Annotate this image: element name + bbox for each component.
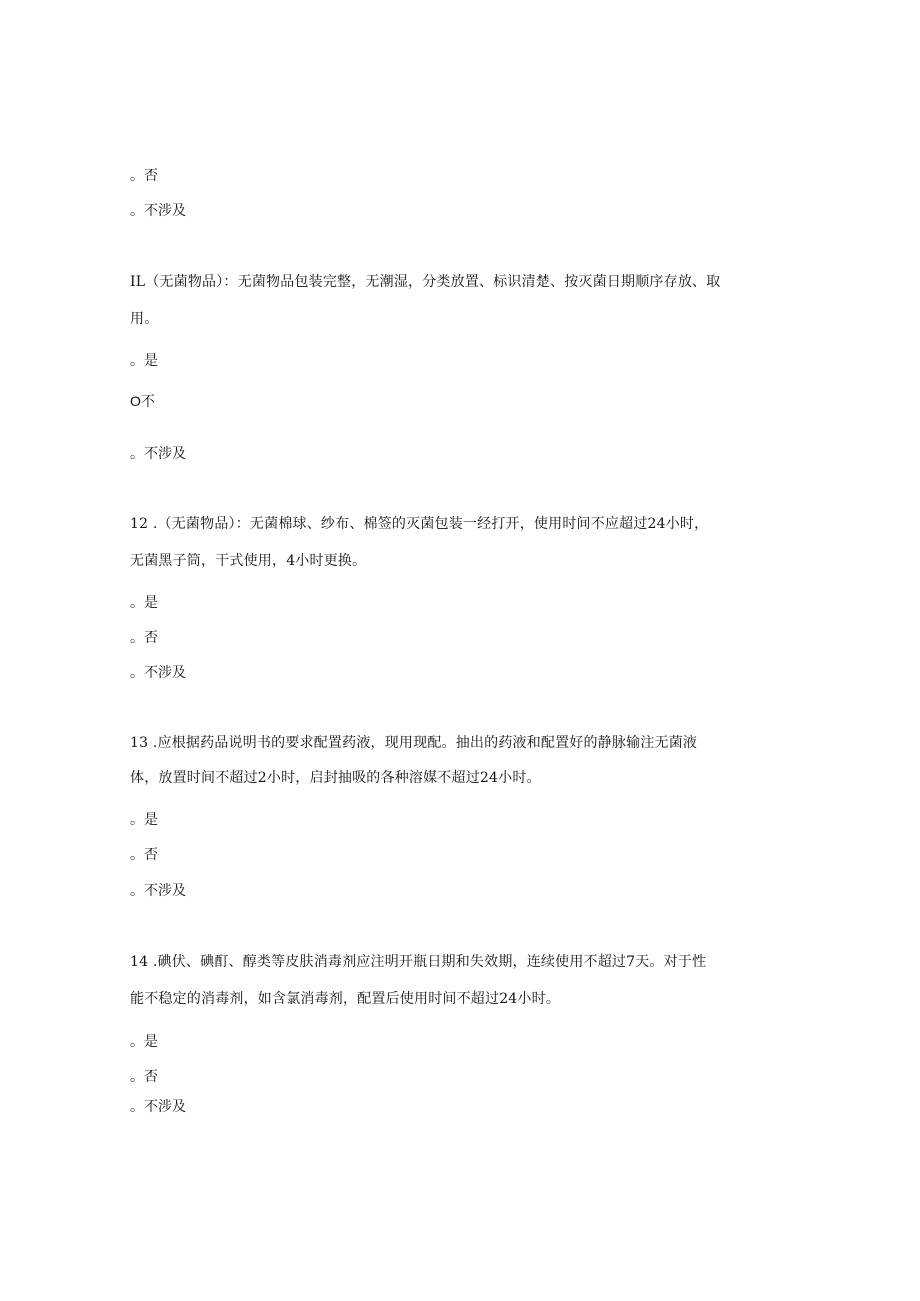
question-14-text-line-2: 能不稳定的消毒剂，如含氯消毒剂，配置后使用时间不超过24小时。 — [130, 991, 561, 1007]
question-13-option-yes[interactable]: 。是 — [130, 812, 158, 828]
question-11-option-no[interactable]: O不 — [130, 393, 155, 409]
question-13-text-line-2: 体，放置时间不超过2小时，启封抽吸的各种溶媒不超过24小时。 — [130, 770, 541, 786]
question-11-option-not-applicable[interactable]: 。不涉及 — [130, 446, 186, 462]
question-14-text-line-1: 14 .碘伏、碘酊、醇类等皮肤消毒剂应注明开瓶日期和失效期，连续使用不超过7天。对于性 — [130, 954, 707, 970]
question-11-text-line-1: IL（无菌物品）：无菌物品包装完整，无潮湿，分类放置、标识清楚、按灭菌日期顺序存放、取 — [130, 274, 721, 290]
question-13-option-no[interactable]: 。否 — [130, 847, 158, 863]
question-12-text-line-1: 12 .（无菌物品）：无菌棉球、纱布、棉签的灭菌包装一经打开，使用时间不应超过24小时， — [130, 516, 709, 532]
question-12-option-no[interactable]: 。否 — [130, 630, 158, 646]
question-13-text-line-1: 13 .应根据药品说明书的要求配置药液，现用现配。抽出的药液和配置好的静脉输注无菌液 — [130, 735, 698, 751]
question-11-option-yes[interactable]: 。是 — [130, 353, 158, 369]
question-12-option-yes[interactable]: 。是 — [130, 595, 158, 611]
question-14-option-not-applicable[interactable]: 。不涉及 — [130, 1099, 186, 1115]
question-14-option-yes[interactable]: 。是 — [130, 1034, 158, 1050]
question-12-option-not-applicable[interactable]: 。不涉及 — [130, 665, 186, 681]
question-14-option-no[interactable]: 。否 — [130, 1069, 158, 1085]
option-no[interactable]: 。否 — [130, 168, 158, 184]
question-12-text-line-2: 无菌黑子筒，干式使用，4小时更换。 — [130, 553, 367, 569]
question-13-option-not-applicable[interactable]: 。不涉及 — [130, 883, 186, 899]
question-11-text-line-2: 用。 — [130, 311, 159, 327]
option-not-applicable[interactable]: 。不涉及 — [130, 203, 186, 219]
